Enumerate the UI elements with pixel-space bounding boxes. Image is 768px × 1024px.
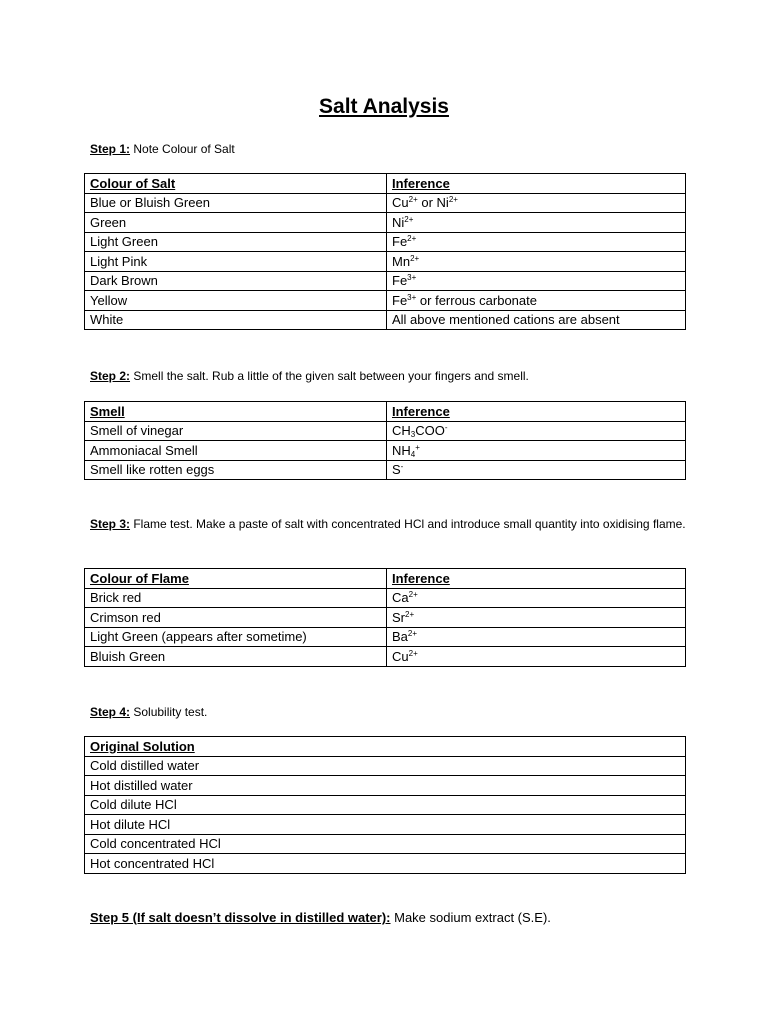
subscript: 4 [410,449,416,459]
ion-charge: 2+ [407,629,418,639]
inference-text: COO [415,423,445,439]
table-cell [387,441,686,461]
inference-text: Fe [392,234,408,250]
ion-charge: 2+ [448,195,458,205]
table-row [85,232,686,252]
step-3-heading [90,514,690,534]
table-cell: Cold concentrated HCl [85,834,686,854]
table-cell [387,232,686,252]
table-row [85,252,686,272]
ion-charge: 3+ [407,292,417,302]
flame-test-table [84,568,686,667]
inference-text: Cu [392,648,409,664]
step-text: Flame test. Make a paste of salt with concentrated HCl and introduce small quantity into oxidising flame. [130,517,686,531]
table-row [85,756,686,776]
table-cell: Bluish Green [85,647,387,667]
ion-charge: 2+ [408,590,418,600]
table-cell: Smell like rotten eggs [85,460,387,480]
smell-table [84,401,686,480]
table-row [85,213,686,233]
inference-text: or ferrous carbonate [416,292,537,308]
column-header: Inference [387,402,686,422]
table-header-row [85,174,686,194]
inference-text: or Ni [417,195,449,211]
table-row [85,795,686,815]
step-4-heading [90,702,690,722]
inference-text: Sr [392,609,405,625]
table-cell [387,310,686,330]
table-cell [387,647,686,667]
column-header: Smell [85,402,387,422]
inference-text: CH [392,423,411,439]
column-header: Inference [387,174,686,194]
table-cell: Green [85,213,387,233]
ion-charge: 2+ [410,253,420,263]
subscript: 3 [410,430,416,440]
inference-text: Ba [392,629,408,645]
inference-text: NH [392,442,411,458]
table-cell [387,588,686,608]
solubility-table [84,736,686,874]
column-header: Inference [387,569,686,589]
table-row [85,441,686,461]
inference-text: Fe [392,273,408,289]
step-text: Smell the salt. Rub a little of the given salt between your fingers and smell. [130,369,529,383]
table-cell [387,627,686,647]
table-cell: Light Green (appears after sometime) [85,627,387,647]
table-cell: Ammoniacal Smell [85,441,387,461]
table-row [85,815,686,835]
table-header-row [85,569,686,589]
step-label: Step 5 (If salt doesn’t dissolve in distilled water): [90,910,391,925]
page-title: Salt Analysis [319,95,449,118]
ion-charge: - [444,423,448,433]
step-label: Step 3: [90,517,131,531]
table-row [85,193,686,213]
table-row [85,310,686,330]
table-row [85,627,686,647]
inference-text: Fe [392,292,408,308]
table-cell [387,193,686,213]
step-text: Make sodium extract (S.E). [390,910,551,925]
ion-charge: 2+ [408,648,418,658]
table-cell: Hot distilled water [85,776,686,796]
ion-charge: - [400,462,404,472]
table-cell: Brick red [85,588,387,608]
ion-charge: 2+ [408,195,418,205]
table-header-row [85,737,686,757]
inference-text: S [392,462,401,478]
table-cell: Light Pink [85,252,387,272]
table-cell [387,291,686,311]
table-row [85,854,686,874]
table-cell: Crimson red [85,608,387,628]
colour-of-salt-table [84,173,686,330]
table-row [85,271,686,291]
table-row [85,647,686,667]
column-header: Colour of Salt [85,174,387,194]
table-cell: Yellow [85,291,387,311]
table-cell [387,213,686,233]
step-text: Solubility test. [130,705,208,719]
table-row [85,776,686,796]
step-label: Step 2: [90,369,131,383]
step-1-heading [90,139,690,159]
column-header: Colour of Flame [85,569,387,589]
table-row [85,460,686,480]
inference-text: All above mentioned cations are absent [392,312,620,328]
step-2-heading [90,366,690,386]
table-cell: Smell of vinegar [85,421,387,441]
table-cell [387,271,686,291]
table-cell: Hot dilute HCl [85,815,686,835]
step-text: Note Colour of Salt [130,142,235,156]
ion-charge: + [415,442,420,452]
inference-text: Cu [392,195,409,211]
step-label: Step 4: [90,705,131,719]
table-cell: Blue or Bluish Green [85,193,387,213]
ion-charge: 2+ [407,234,417,244]
inference-text: Mn [392,253,411,269]
inference-text: Ca [392,590,409,606]
table-row [85,291,686,311]
table-cell: Hot concentrated HCl [85,854,686,874]
ion-charge: 2+ [404,214,414,224]
column-header: Original Solution [85,737,686,757]
ion-charge: 3+ [407,273,417,283]
table-cell: Cold dilute HCl [85,795,686,815]
table-row [85,588,686,608]
step-label: Step 1: [90,142,131,156]
table-cell [387,252,686,272]
table-header-row [85,402,686,422]
ion-charge: 2+ [405,609,415,619]
table-cell [387,608,686,628]
table-cell: Dark Brown [85,271,387,291]
table-cell: Cold distilled water [85,756,686,776]
table-row [85,608,686,628]
inference-text: Ni [392,214,405,230]
table-cell [387,460,686,480]
table-cell: Light Green [85,232,387,252]
table-row [85,834,686,854]
table-cell [387,421,686,441]
table-row [85,421,686,441]
step-5-heading [90,908,690,928]
table-cell: White [85,310,387,330]
